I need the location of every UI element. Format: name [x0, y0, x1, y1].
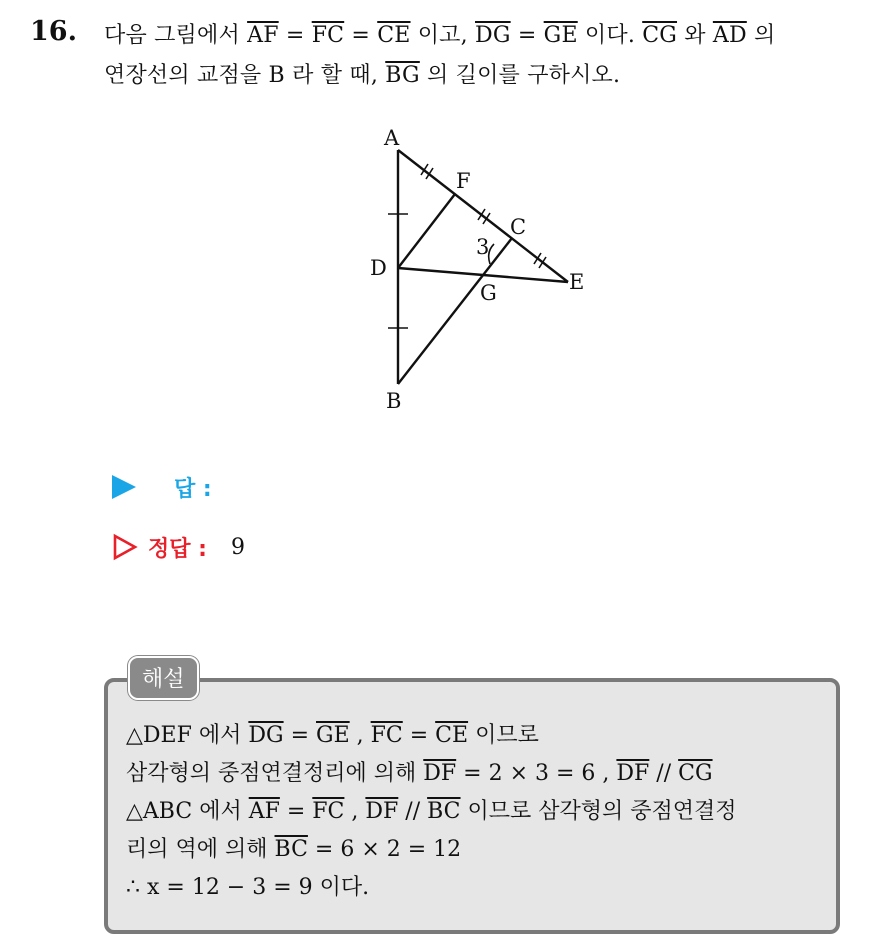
text-run: // [398, 799, 428, 824]
segment-name: $\overline{CE}$ [435, 723, 469, 748]
segment-name: $\overline{BC}$ [274, 837, 308, 862]
segment-name: $\overline{DF}$ [423, 761, 457, 786]
segment-name: $\overline{DG}$ [248, 723, 284, 748]
segment-name: $\overline{GE}$ [316, 723, 350, 748]
answer-row [112, 470, 212, 504]
text-run: 이다. [577, 23, 643, 48]
text-run: 리의 역에 의해 [126, 837, 275, 862]
label-C: C [510, 215, 527, 239]
label-B: B [386, 389, 402, 413]
tick-CE-2 [539, 257, 546, 268]
text-run: 연장선의 교점을 B 라 할 때, [104, 63, 386, 88]
segment-name: $\overline{DG}$ [475, 23, 511, 48]
question-number: 16. [30, 16, 77, 47]
text-run: = [344, 23, 378, 48]
segment-name: $\overline{AF}$ [247, 23, 279, 48]
segment-name: $\overline{BG}$ [385, 63, 420, 88]
text-run: , [349, 723, 371, 748]
segment-name: $\overline{FC}$ [311, 23, 345, 48]
segment-name: $\overline{AF}$ [248, 799, 280, 824]
text-run: ∴ x = 12 − 3 = 9 이다. [126, 875, 370, 900]
text-run: = [278, 23, 312, 48]
label-A: A [384, 126, 400, 150]
text-run: = [283, 723, 317, 748]
tick-CE-1 [534, 253, 541, 264]
text-run: = 6 × 2 = 12 [307, 837, 462, 862]
text-run: 와 [677, 23, 713, 48]
text-run: △DEF 에서 [126, 723, 249, 748]
tick-FC-1 [478, 209, 485, 220]
label-G: G [480, 281, 497, 305]
segment-BC [398, 238, 512, 384]
segment-name: $\overline{CG}$ [642, 23, 678, 48]
label-E: E [569, 270, 585, 294]
explanation-line-3 [126, 794, 737, 825]
text-run: 이고, [410, 23, 476, 48]
text-run: 이므로 [468, 723, 539, 748]
tick-FC-2 [483, 213, 490, 224]
correct-answer-value: 9 [230, 534, 245, 560]
explanation-line-5 [126, 870, 369, 901]
label-three: 3 [476, 235, 490, 259]
play-triangle-icon [112, 475, 136, 499]
text-run: 삼각형의 중점연결정리에 의해 [126, 761, 424, 786]
text-run: 이므로 삼각형의 중점연결정 [460, 799, 737, 824]
segment-name: $\overline{BC}$ [427, 799, 461, 824]
segment-name: $\overline{CG}$ [678, 761, 713, 786]
explanation-tab: 해설 [128, 656, 199, 700]
text-run: = [279, 799, 313, 824]
segment-name: $\overline{FC}$ [312, 799, 345, 824]
outline-triangle-icon [112, 533, 138, 561]
text-run: = [402, 723, 436, 748]
text-run: 다음 그림에서 [104, 23, 248, 48]
explanation-line-1 [126, 718, 539, 749]
label-D: D [370, 256, 387, 280]
question-text-line-1 [104, 18, 775, 49]
text-run: , [344, 799, 366, 824]
correct-answer-row [112, 530, 245, 564]
text-run: = [510, 23, 544, 48]
answer-label: 답 : [174, 476, 212, 502]
segment-name: $\overline{CE}$ [377, 23, 411, 48]
label-F: F [456, 169, 471, 193]
correct-answer-label: 정답 : [148, 536, 207, 562]
question-text-line-2 [104, 58, 620, 89]
text-run: // [649, 761, 679, 786]
segment-name: $\overline{DF}$ [365, 799, 399, 824]
segment-name: $\overline{FC}$ [370, 723, 403, 748]
text-run: 의 길이를 구하시오. [419, 63, 621, 88]
segment-DF [398, 194, 455, 268]
segment-name: $\overline{DF}$ [616, 761, 650, 786]
triangle-figure [360, 118, 620, 418]
explanation-line-4 [126, 832, 461, 863]
segment-name: $\overline{AD}$ [712, 23, 747, 48]
segment-name: $\overline{GE}$ [543, 23, 578, 48]
explanation-line-2 [126, 756, 713, 787]
text-run: = 2 × 3 = 6 , [456, 761, 617, 786]
text-run: 의 [746, 23, 776, 48]
text-run: △ABC 에서 [126, 799, 249, 824]
